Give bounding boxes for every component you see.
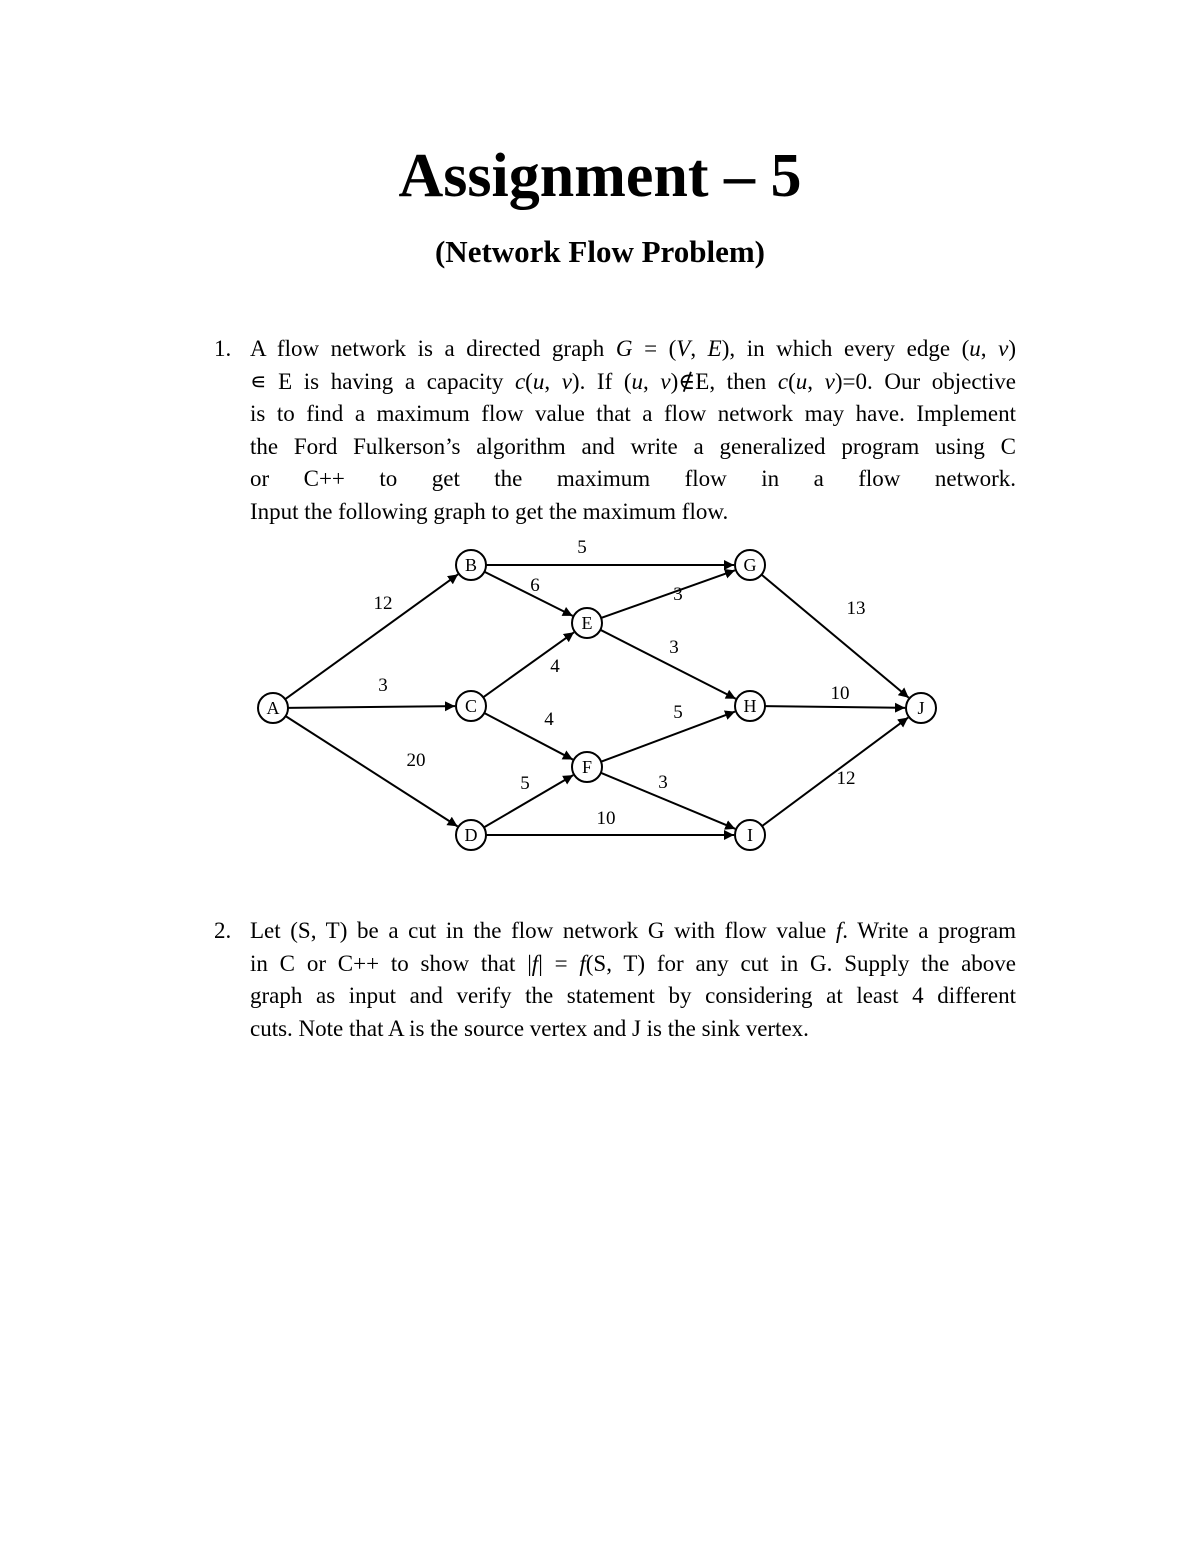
edge-h-j xyxy=(765,706,905,708)
node-label: H xyxy=(743,696,757,716)
edge-capacity-label: 4 xyxy=(550,656,560,677)
edge-capacity-label: 6 xyxy=(530,575,540,596)
text-run: ) xyxy=(1008,336,1016,361)
text-run: , xyxy=(807,368,825,394)
text-run: graph as input and verify the statement by considering at least 4 different xyxy=(250,983,1016,1008)
edge-capacity-label: 5 xyxy=(673,702,683,723)
italic-run: f xyxy=(531,950,539,976)
question-number: 1. xyxy=(214,336,232,361)
text-run: , xyxy=(980,336,999,361)
edge-capacity-label: 3 xyxy=(658,772,668,793)
edge-capacity-label: 5 xyxy=(520,773,530,794)
edge-capacity-label: 3 xyxy=(378,675,388,696)
edge-capacity-label: 12 xyxy=(836,768,856,789)
text-run: or C++ to get the maximum flow in a flow network. xyxy=(250,466,1016,491)
text-run: , xyxy=(643,368,661,394)
text-run: | = xyxy=(538,950,580,976)
question-number: 2. xyxy=(214,918,232,943)
text-run: )∉E, then xyxy=(670,368,778,394)
edge-a-b xyxy=(285,574,458,699)
italic-run: u xyxy=(532,368,545,394)
node-label: G xyxy=(743,555,757,575)
text-line xyxy=(250,948,1016,981)
text-run: ∊ E is having a capacity xyxy=(250,368,515,394)
italic-run: V xyxy=(676,336,691,361)
node-label: F xyxy=(581,757,593,777)
italic-run: E xyxy=(707,336,722,361)
node-label: B xyxy=(464,555,478,575)
italic-run: f xyxy=(579,950,586,976)
edge-capacity-label: 4 xyxy=(544,709,554,730)
node-label: I xyxy=(747,825,753,845)
question-2 xyxy=(214,915,1016,1045)
edge-capacity-label: 13 xyxy=(846,598,866,619)
italic-run: v xyxy=(998,336,1009,361)
italic-run: c xyxy=(514,368,526,394)
text-run: ), in which every edge ( xyxy=(721,336,970,361)
edge-capacity-label: 10 xyxy=(596,808,616,829)
text-run: ( xyxy=(525,368,533,394)
edge-capacity-label: 20 xyxy=(406,750,426,771)
edge-b-e xyxy=(484,572,572,616)
node-label: J xyxy=(917,698,925,718)
node-label: E xyxy=(581,613,593,633)
text-line xyxy=(250,915,1016,948)
text-run: , xyxy=(690,336,708,361)
edge-e-h xyxy=(600,630,735,699)
text-run: ( xyxy=(788,368,796,394)
italic-run: f xyxy=(835,918,843,943)
italic-run: u xyxy=(969,336,981,361)
edge-capacity-label: 12 xyxy=(373,593,393,614)
text-run: (S, T) for any cut in G. Supply the above xyxy=(585,950,1016,976)
edge-f-i xyxy=(601,773,735,829)
question-text xyxy=(250,915,1016,1045)
edge-capacity-label: 5 xyxy=(577,537,587,558)
text-run: ). If ( xyxy=(571,368,632,394)
node-label: D xyxy=(464,825,478,845)
edge-i-j xyxy=(762,718,908,827)
text-run: , xyxy=(544,368,562,394)
text-run: cuts. Note that A is the source vertex and J is the sink vertex. xyxy=(250,1015,809,1041)
edge-a-d xyxy=(286,716,458,826)
text-run: Input the following graph to get the maximum flow. xyxy=(250,498,729,524)
edge-capacity-label: 3 xyxy=(669,637,679,658)
edge-f-h xyxy=(601,712,735,762)
edge-c-e xyxy=(483,632,574,697)
edge-g-j xyxy=(762,575,909,698)
node-label: C xyxy=(464,696,478,716)
edge-capacity-label: 3 xyxy=(673,584,683,605)
italic-run: u xyxy=(795,368,808,394)
italic-run: u xyxy=(631,368,644,394)
edge-c-f xyxy=(484,713,573,760)
page-subtitle: (Network Flow Problem) xyxy=(434,234,765,269)
text-run: . Write a program xyxy=(842,918,1016,943)
text-run: = ( xyxy=(632,336,677,361)
italic-run: v xyxy=(824,368,835,394)
edge-capacity-label: 10 xyxy=(830,683,850,704)
text-run: Let (S, T) be a cut in the flow network G with flow value xyxy=(250,918,836,943)
text-run: in C or C++ to show that | xyxy=(250,950,532,976)
text-line xyxy=(250,1013,1016,1046)
text-run: is to find a maximum flow value that a flow network may have. Implement xyxy=(250,401,1016,426)
page-title: Assignment – 5 xyxy=(398,142,802,210)
italic-run: v xyxy=(561,368,572,394)
italic-run: v xyxy=(660,368,671,394)
edge-e-g xyxy=(601,570,735,618)
italic-run: G xyxy=(615,336,633,361)
text-run: A flow network is a directed graph xyxy=(250,336,616,361)
text-run: the Ford Fulkerson’s algorithm and write a generalized program using C xyxy=(250,433,1016,459)
text-run: )=0. Our objective xyxy=(834,368,1017,394)
node-label: A xyxy=(266,698,280,718)
italic-run: c xyxy=(777,368,789,394)
edge-a-c xyxy=(288,706,455,708)
text-line xyxy=(250,980,1016,1013)
